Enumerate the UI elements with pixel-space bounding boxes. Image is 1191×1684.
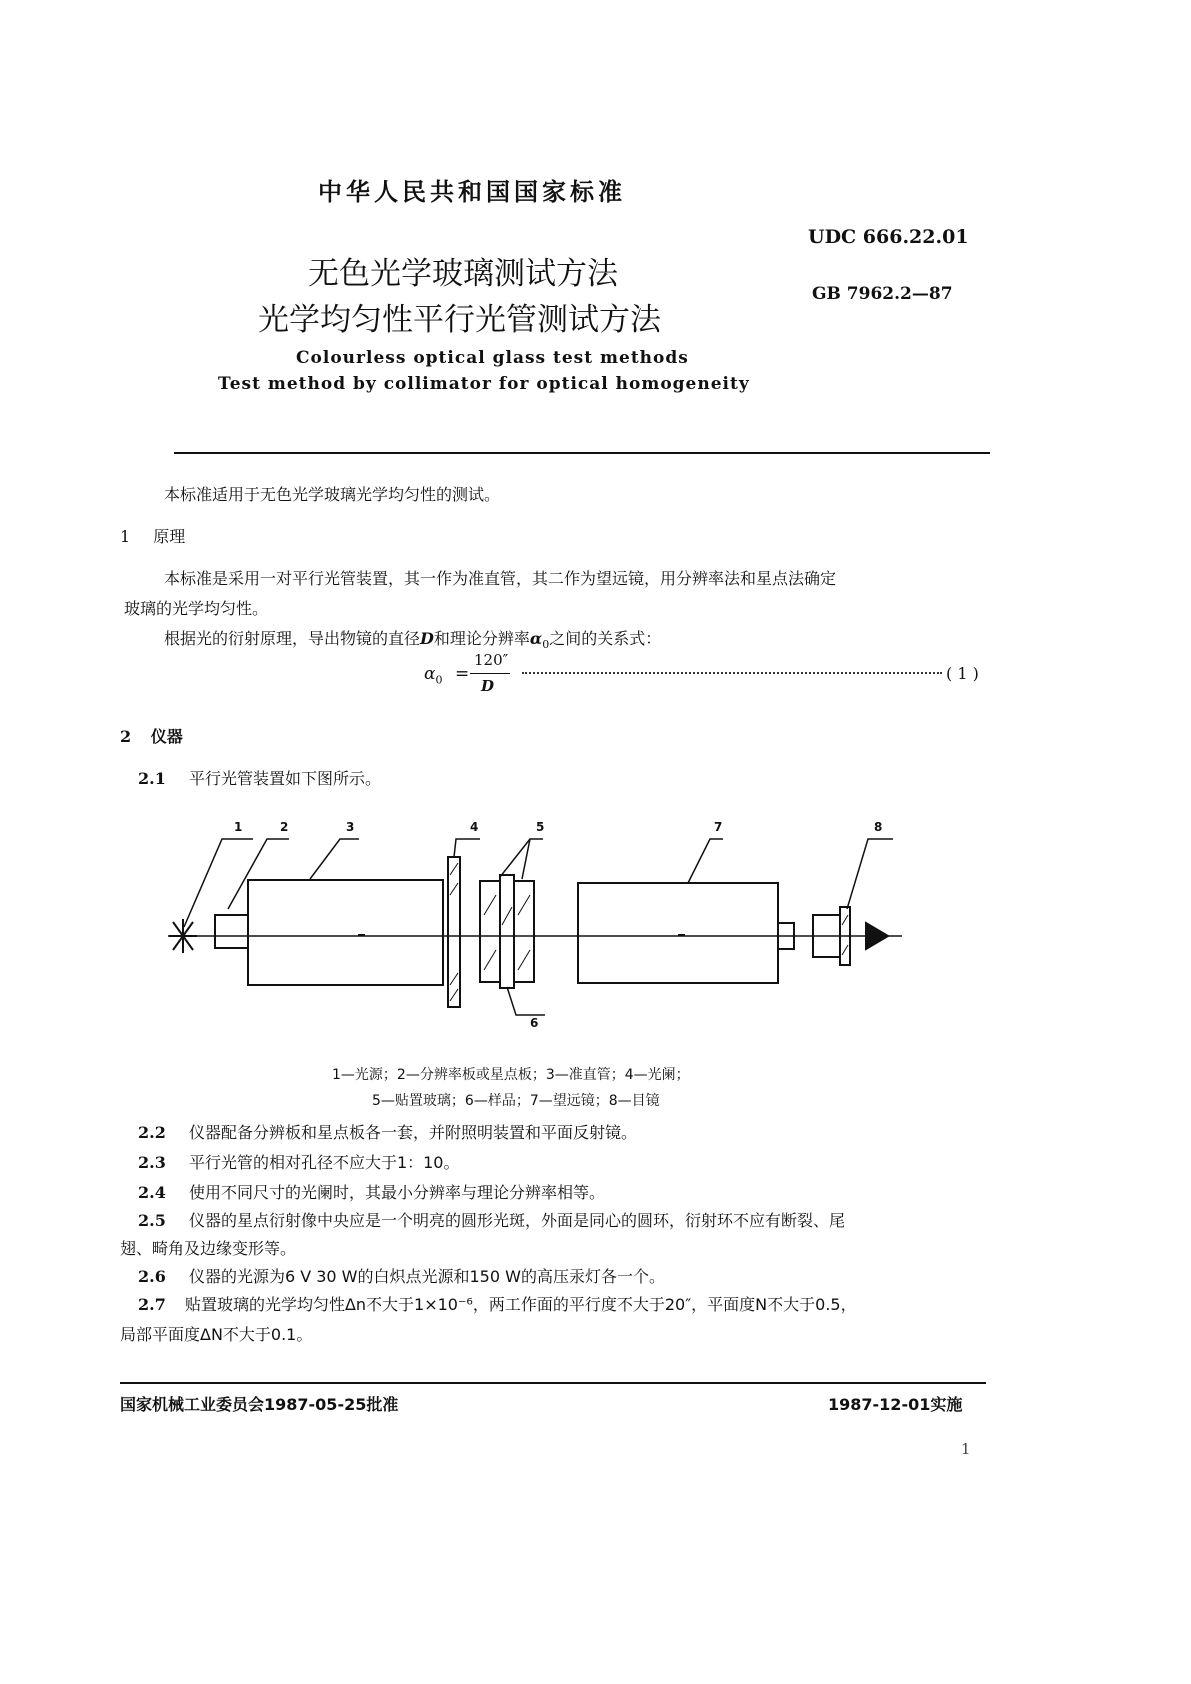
principle-para2 bbox=[164, 626, 661, 651]
symbol-D: D bbox=[420, 629, 434, 648]
formula-tag: ( 1 ) bbox=[946, 664, 979, 683]
formula-lhs: $\alpha_0$ bbox=[424, 664, 443, 687]
label-2: 2 bbox=[280, 820, 289, 834]
leader-lines bbox=[184, 839, 893, 1015]
formula-leader-dots bbox=[522, 672, 942, 674]
item-text: 贴置玻璃的光学均匀性Δn不大于1×10⁻⁶，两工作面的平行度不大于20″，平面度N不大于0.5， bbox=[184, 1295, 857, 1314]
section2-number: 2 bbox=[120, 727, 132, 746]
section1-heading bbox=[120, 524, 185, 547]
item-text: 仪器配备分辨板和星点板各一套，并附照明装置和平面反射镜。 bbox=[188, 1123, 637, 1142]
figure-caption-line2: 5—贴置玻璃；6—样品；7—望远镜；8—目镜 bbox=[372, 1093, 660, 1109]
collimator-tube bbox=[248, 880, 443, 985]
item-number: 2.4 bbox=[138, 1183, 166, 1202]
item-2-1 bbox=[138, 766, 381, 789]
section2-heading bbox=[120, 724, 183, 747]
item-2-4 bbox=[138, 1180, 605, 1203]
issuing-org: 中华人民共和国国家标准 bbox=[318, 178, 626, 206]
footer-divider bbox=[120, 1382, 986, 1384]
figure-caption-line1: 1—光源；2—分辨率板或星点板；3—准直管；4—光阑； bbox=[332, 1067, 690, 1083]
udc-code: UDC 666.22.01 bbox=[808, 226, 969, 248]
item-2-6 bbox=[138, 1264, 665, 1287]
telescope-tube bbox=[578, 883, 778, 983]
page-number: 1 bbox=[961, 1440, 971, 1458]
gb-code: GB 7962.2—87 bbox=[812, 284, 953, 304]
label-1: 1 bbox=[234, 820, 243, 834]
para2-text-a: 根据光的衍射原理，导出物镜的直径 bbox=[164, 629, 421, 648]
item-number: 2.3 bbox=[138, 1153, 166, 1172]
item-2-1-number: 2.1 bbox=[138, 769, 166, 788]
formula-numerator: 120″ bbox=[474, 651, 509, 669]
symbol-alpha-sub: 0 bbox=[542, 638, 550, 652]
label-3: 3 bbox=[346, 820, 355, 834]
formula-denominator: D bbox=[481, 677, 495, 695]
item-2-7-line1 bbox=[138, 1292, 857, 1315]
item-text: 仪器的光源为6 V 30 W的白炽点光源和150 W的高压汞灯各一个。 bbox=[188, 1267, 665, 1286]
item-2-2 bbox=[138, 1120, 637, 1143]
item-number: 2.6 bbox=[138, 1267, 166, 1286]
title-en-line2: Test method by collimator for optical homogeneity bbox=[218, 374, 750, 394]
eye-arrow bbox=[866, 923, 888, 949]
label-4: 4 bbox=[470, 820, 479, 834]
approval-date: 国家机械工业委员会1987-05-25批准 bbox=[120, 1395, 399, 1414]
formula-equals: = bbox=[455, 664, 470, 684]
label-5: 5 bbox=[536, 820, 545, 834]
section1-number: 1 bbox=[120, 527, 131, 546]
item-text: 仪器的星点衍射像中央应是一个明亮的圆形光斑，外面是同心的圆环，衍射环不应有断裂、尾 bbox=[188, 1211, 845, 1230]
item-2-7-line2: 局部平面度ΔN不大于0.1。 bbox=[120, 1325, 313, 1344]
label-7: 7 bbox=[714, 820, 723, 834]
label-6: 6 bbox=[530, 1016, 539, 1030]
item-2-1-text: 平行光管装置如下图所示。 bbox=[188, 769, 381, 788]
reticle-plate bbox=[215, 915, 248, 948]
item-2-3 bbox=[138, 1150, 459, 1173]
item-2-5-line1 bbox=[138, 1208, 845, 1231]
item-number: 2.7 bbox=[138, 1295, 166, 1314]
title-cn-line2: 光学均匀性平行光管测试方法 bbox=[258, 302, 661, 338]
label-8: 8 bbox=[874, 820, 883, 834]
light-source-star bbox=[169, 919, 197, 953]
fraction-bar bbox=[470, 673, 510, 674]
principle-para1-line2: 玻璃的光学均匀性。 bbox=[124, 599, 269, 618]
item-2-5-line2: 翅、畸角及边缘变形等。 bbox=[120, 1239, 297, 1258]
item-text: 平行光管的相对孔径不应大于1：10。 bbox=[188, 1153, 460, 1172]
principle-para1-line1: 本标准是采用一对平行光管装置，其一作为准直管，其二作为望远镜，用分辨率法和星点法确定 bbox=[164, 569, 837, 588]
item-text: 使用不同尺寸的光阑时，其最小分辨率与理论分辨率相等。 bbox=[188, 1183, 605, 1202]
contact-glass-right bbox=[514, 881, 534, 982]
title-en-line1: Colourless optical glass test methods bbox=[296, 348, 689, 368]
scope-text: 本标准适用于无色光学玻璃光学均匀性的测试。 bbox=[164, 485, 501, 504]
collimator-diagram bbox=[160, 815, 920, 1040]
implementation-date: 1987-12-01实施 bbox=[828, 1395, 963, 1414]
section1-title: 原理 bbox=[153, 527, 186, 546]
title-divider bbox=[174, 452, 990, 454]
title-cn-line1: 无色光学玻璃测试方法 bbox=[308, 256, 618, 292]
para2-text-c: 之间的关系式： bbox=[549, 629, 662, 648]
item-number: 2.2 bbox=[138, 1123, 166, 1142]
para2-text-b: 和理论分辨率 bbox=[433, 629, 530, 648]
section2-title: 仪器 bbox=[150, 727, 183, 746]
item-number: 2.5 bbox=[138, 1211, 166, 1230]
symbol-alpha: α bbox=[529, 629, 543, 648]
glass-sample bbox=[500, 875, 514, 988]
contact-glass-left bbox=[480, 881, 500, 982]
